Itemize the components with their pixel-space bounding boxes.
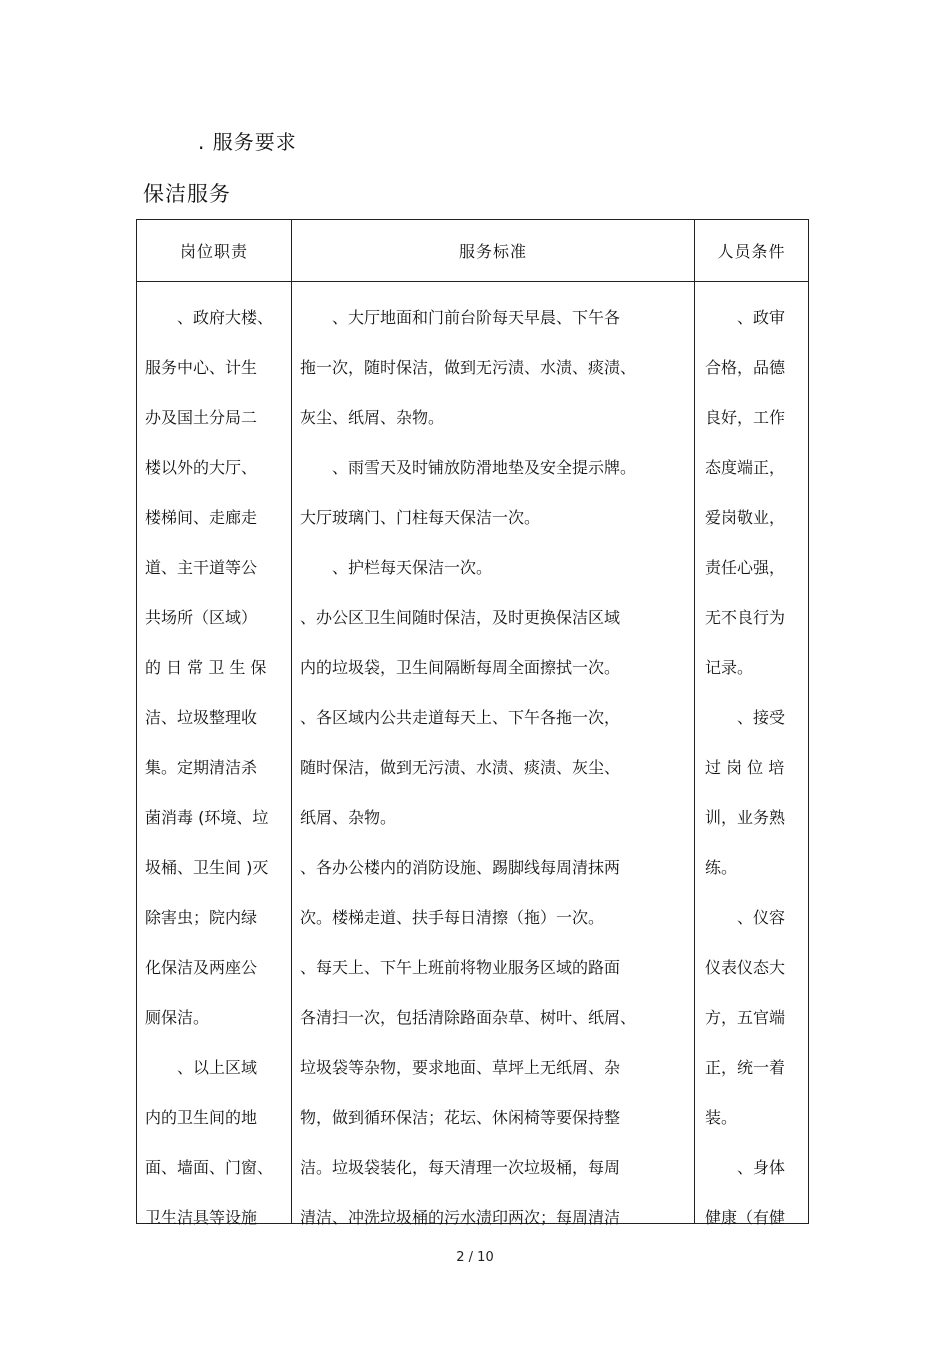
table-text-line: 方，五官端 <box>705 1008 786 1027</box>
table-text-line: 办及国土分局二 <box>145 408 258 427</box>
table-text-line: 记录。 <box>705 658 754 677</box>
table-text-line: 灰尘、纸屑、杂物。 <box>300 408 445 427</box>
table-text-line: 纸屑、杂物。 <box>300 808 397 827</box>
header-duties: 岗位职责 <box>179 242 248 261</box>
header-staff-requirements: 人员条件 <box>717 242 786 261</box>
column-divider <box>694 220 695 1223</box>
table-text-line: 、政府大楼、 <box>145 308 274 327</box>
table-text-line: 、各办公楼内的消防设施、踢脚线每周清抹两 <box>300 858 621 877</box>
table-text-line: 随时保洁，做到无污渍、水渍、痰渍、灰尘、 <box>300 758 621 777</box>
table-text-line: 、仪容 <box>705 908 786 927</box>
table-text-line: 正，统一着 <box>705 1058 786 1077</box>
table-text-line: 、接受 <box>705 708 786 727</box>
section-heading-service-requirements: . 服务要求 <box>198 130 297 154</box>
table-text-line: 清洁、冲洗垃圾桶的污水渍印两次；每周清洁 <box>300 1208 621 1227</box>
table-text-line: 、办公区卫生间随时保洁，及时更换保洁区域 <box>300 608 621 627</box>
table-text-line: 集。定期清洁杀 <box>145 758 258 777</box>
table-text-line: 训，业务熟 <box>705 808 786 827</box>
table-text-line: 、以上区域 <box>145 1058 258 1077</box>
table-text-line: 卫生洁具等设施 <box>145 1208 258 1227</box>
table-text-line: 圾桶、卫生间 )灭 <box>145 858 269 877</box>
table-text-line: 的 日 常 卫 生 保 <box>145 658 267 677</box>
section-heading-cleaning-service: 保洁服务 <box>143 182 231 206</box>
table-text-line: 健康（有健 <box>705 1208 786 1227</box>
table-text-line: 、大厅地面和门前台阶每天早晨、下午各 <box>300 308 621 327</box>
table-text-line: 、雨雪天及时铺放防滑地垫及安全提示牌。 <box>300 458 637 477</box>
table-text-line: 各清扫一次，包括清除路面杂草、树叶、纸屑、 <box>300 1008 637 1027</box>
table-text-line: 道、主干道等公 <box>145 558 258 577</box>
table-text-line: 物，做到循环保洁；花坛、休闲椅等要保持整 <box>300 1108 621 1127</box>
table-text-line: 态度端正， <box>705 458 786 477</box>
table-text-line: 除害虫；院内绿 <box>145 908 258 927</box>
service-standard-column-text <box>300 293 690 1243</box>
table-text-line: 菌消毒 (环境、垃 <box>145 808 269 827</box>
table-text-line: 、每天上、下午上班前将物业服务区域的路面 <box>300 958 621 977</box>
table-text-line: 合格，品德 <box>705 358 786 377</box>
table-text-line: 仪表仪态大 <box>705 958 786 977</box>
table-text-line: 面、墙面、门窗、 <box>145 1158 274 1177</box>
table-text-line: 、政审 <box>705 308 786 327</box>
table-text-line: 服务中心、计生 <box>145 358 258 377</box>
table-text-line: 洁、垃圾整理收 <box>145 708 258 727</box>
table-text-line: 、身体 <box>705 1158 786 1177</box>
table-text-line: 良好，工作 <box>705 408 786 427</box>
table-text-line: 拖一次，随时保洁，做到无污渍、水渍、痰渍、 <box>300 358 637 377</box>
table-text-line: 洁。垃圾袋装化，每天清理一次垃圾桶，每周 <box>300 1158 621 1177</box>
table-text-line: 内的卫生间的地 <box>145 1108 258 1127</box>
table-text-line: 次。楼梯走道、扶手每日清擦（拖）一次。 <box>300 908 605 927</box>
table-text-line: 厕保洁。 <box>145 1008 210 1027</box>
table-text-line: 、护栏每天保洁一次。 <box>300 558 493 577</box>
table-text-line: 装。 <box>705 1108 738 1127</box>
table-text-line: 楼以外的大厅、 <box>145 458 258 477</box>
table-text-line: 共场所（区域） <box>145 608 258 627</box>
table-text-line: 楼梯间、走廊走 <box>145 508 258 527</box>
page-number: 2 / 10 <box>456 1250 494 1265</box>
table-text-line: 大厅玻璃门、门柱每天保洁一次。 <box>300 508 541 527</box>
header-service-standard: 服务标准 <box>458 242 527 261</box>
table-text-line: 化保洁及两座公 <box>145 958 258 977</box>
duties-column-text <box>145 293 285 1243</box>
table-text-line: 练。 <box>705 858 738 877</box>
table-text-line: 过 岗 位 培 <box>705 758 785 777</box>
table-text-line: 垃圾袋等杂物，要求地面、草坪上无纸屑、杂 <box>300 1058 621 1077</box>
header-divider <box>137 281 808 282</box>
table-text-line: 责任心强， <box>705 558 786 577</box>
table-text-line: 、各区域内公共走道每天上、下午各拖一次， <box>300 708 621 727</box>
table-text-line: 内的垃圾袋，卫生间隔断每周全面擦拭一次。 <box>300 658 621 677</box>
staff-requirements-column-text <box>705 293 805 1243</box>
column-divider <box>291 220 292 1223</box>
table-text-line: 无不良行为 <box>705 608 786 627</box>
service-requirements-table <box>136 219 809 1227</box>
table-text-line: 爱岗敬业， <box>705 508 786 527</box>
